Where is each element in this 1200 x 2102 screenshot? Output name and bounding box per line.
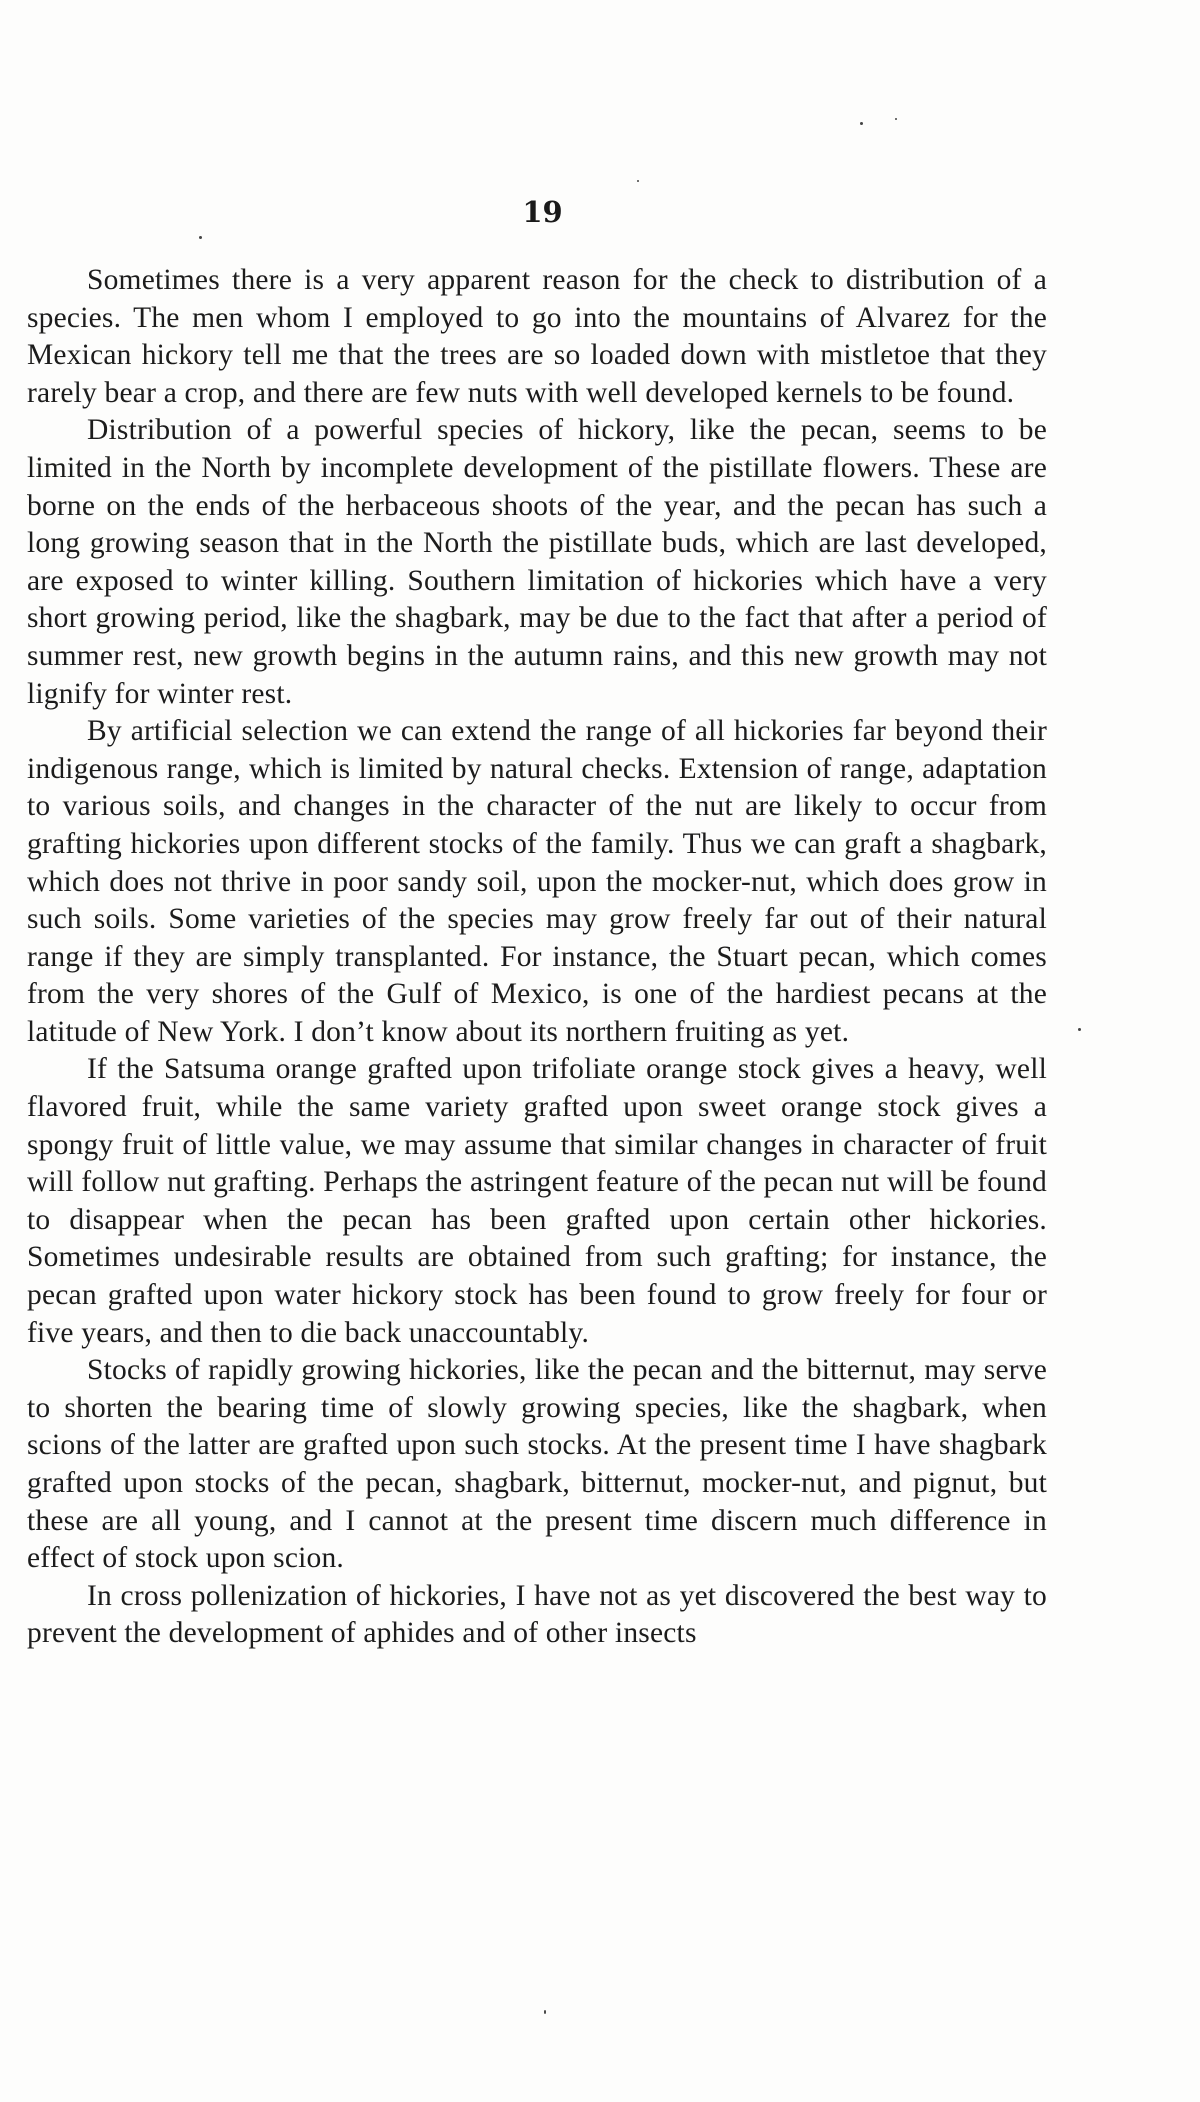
paragraph: If the Satsuma orange grafted upon trifoliate orange stock gives a heavy, well flavored fruit, while the same variety grafted upon sweet orange stock gives a spongy fruit of little value, we may assume that similar changes in character of fruit will follow nut grafting. Perhaps the astringent feature of the pecan nut will be found to disappear when the pecan has been grafted upon certain other hickories. Sometimes undesirable results are obtained from such grafting; for instance, the pecan grafted upon water hickory stock has been found to grow freely for four or five years, and then to die back unaccountably. — [27, 1053, 1047, 1349]
paragraph: In cross pollenization of hickories, I have not as yet discovered the best way to prevent the development of aphides and of other insects — [27, 1579, 1047, 1650]
scan-speck — [544, 2010, 546, 2014]
page-number: 19 — [522, 195, 563, 229]
paragraph: Distribution of a powerful species of hickory, like the pecan, seems to be limited in the North by incomplete development of the pistillate flowers. These are borne on the ends of the herbaceous shoots of the year, and the pecan has such a long growing season that in the North the pistillate buds, which are last developed, are exposed to winter killing. Southern limitation of hickories which have a very short growing period, like the shagbark, may be due to the fact that after a period of summer rest, new growth begins in the autumn rains, and this new growth may not lignify for winter rest. — [27, 414, 1047, 710]
scan-speck — [1078, 1028, 1081, 1031]
scan-speck — [895, 118, 897, 120]
scan-speck — [199, 236, 202, 239]
scan-speck — [637, 180, 639, 182]
paragraph: By artificial selection we can extend the range of all hickories far beyond their indigenous range, which is limited by natural checks. Extension of range, adaptation to various soils, and changes in the character of the nut are likely to occur from grafting hickories upon different stocks of the family. Thus we can graft a shagbark, which does not thrive in poor sandy soil, upon the mocker-nut, which does grow in such soils. Some varieties of the species may grow freely far out of their natural range if they are simply transplanted. For instance, the Stuart pecan, which comes from the very shores of the Gulf of Mexico, is one of the hardiest pecans at the latitude of New York. I don’t know about its northern fruiting as yet. — [27, 715, 1047, 1048]
paragraph: Stocks of rapidly growing hickories, like the pecan and the bitternut, may serve to shorten the bearing time of slowly growing species, like the shagbark, when scions of the latter are grafted upon such stocks. At the present time I have shagbark grafted upon stocks of the pecan, shagbark, bitternut, mocker-nut, and pignut, but these are all young, and I cannot at the present time discern much difference in effect of stock upon scion. — [27, 1354, 1047, 1575]
scan-speck — [860, 122, 863, 125]
paragraph: Sometimes there is a very apparent reason for the check to distribution of a species. The men whom I employed to go into the mountains of Alvarez for the Mexican hickory tell me that the trees are so loaded down with mistletoe that they rarely bear a crop, and there are few nuts with well developed kernels to be found. — [27, 264, 1047, 409]
body-text — [27, 262, 1047, 1653]
